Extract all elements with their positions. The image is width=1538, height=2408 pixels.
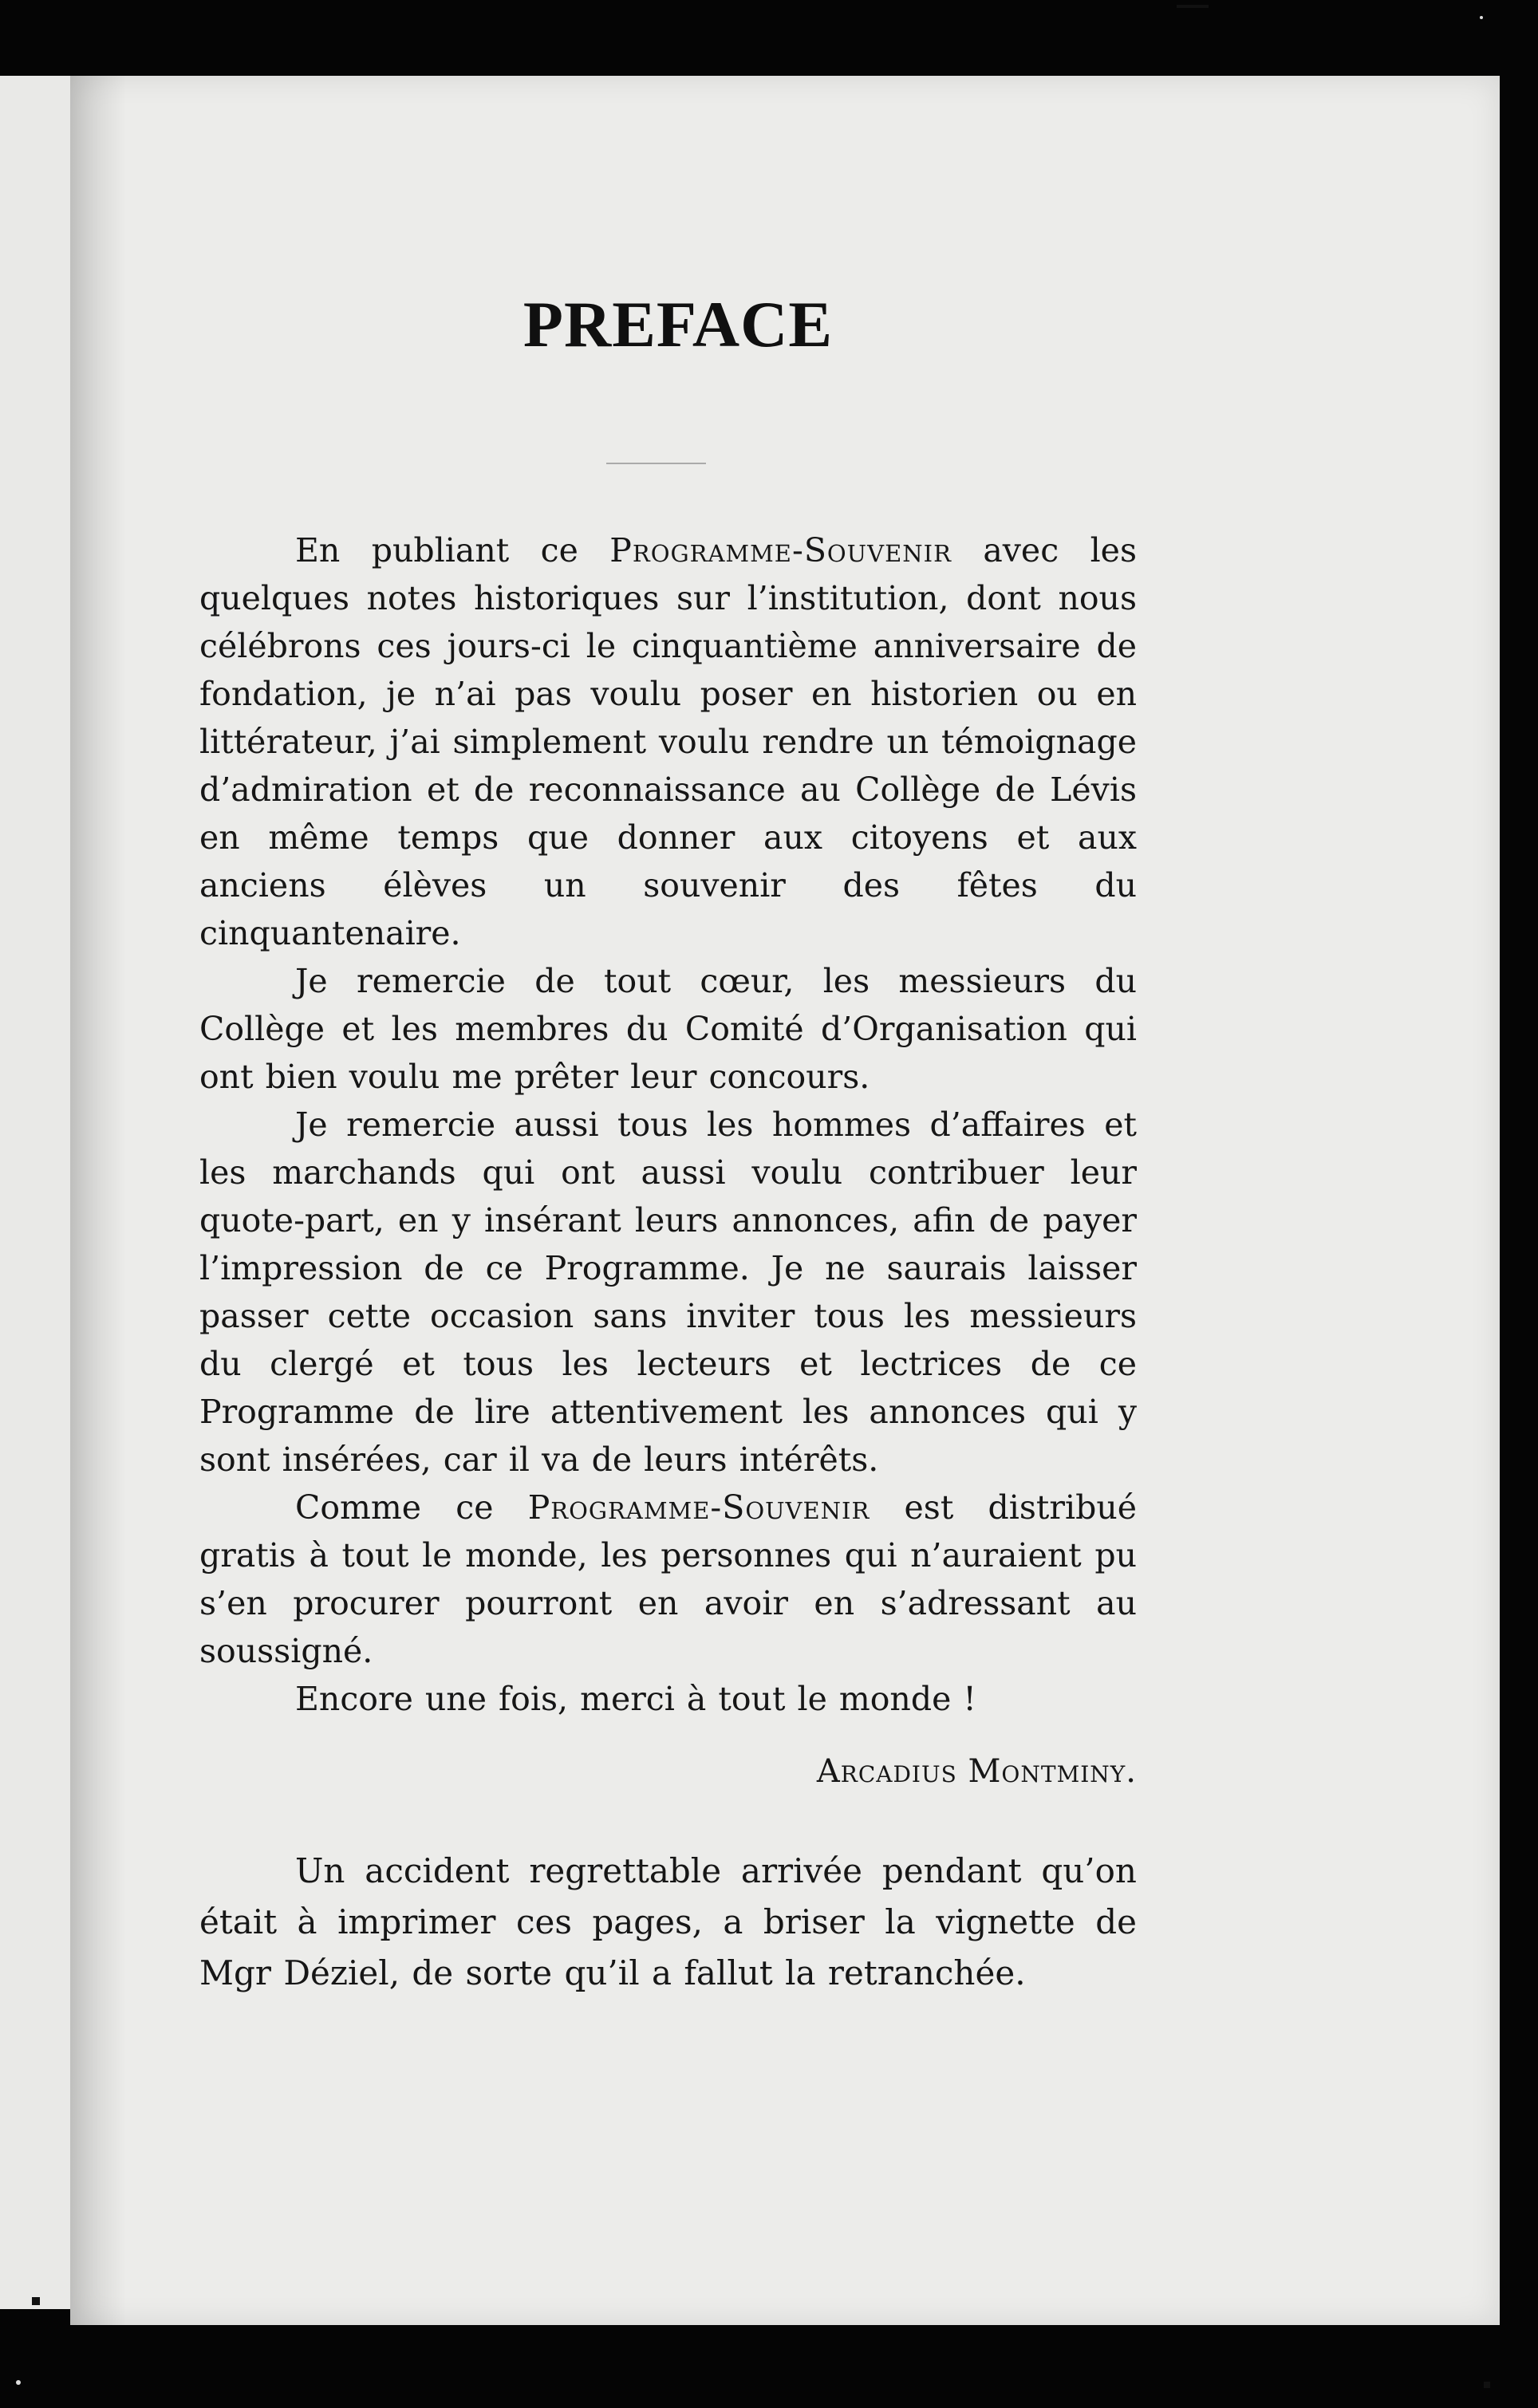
paragraph-text: est distribué gratis à tout le monde, les personnes qui n’auraient pu s’en procurer pourront en avoir en s’adressant au soussigné. xyxy=(199,1488,1137,1670)
paragraph-closing: Encore une fois, merci à tout le monde ! xyxy=(295,1680,976,1718)
scan-dust xyxy=(16,2380,21,2385)
scan-mark xyxy=(1484,2382,1490,2388)
preface-body xyxy=(199,526,1137,1999)
paragraph-distribution xyxy=(199,1484,1137,1675)
page-title: PREFACE xyxy=(523,288,834,361)
program-title: Programme-Souvenir xyxy=(609,531,952,569)
scan-mark xyxy=(32,2297,40,2305)
page-fold-shadow xyxy=(70,76,126,2325)
page-content xyxy=(199,287,1137,2058)
scan-dust xyxy=(1480,16,1483,19)
printing-accident-note: Un accident regrettable arrivée pendant qu’on était à imprimer ces pages, a briser la vignette de Mgr Déziel, de sorte qu’il a fallut la retranchée. xyxy=(199,1851,1137,1992)
paragraph-text: En publiant ce xyxy=(295,531,610,569)
paragraph-text: Comme ce xyxy=(295,1488,528,1527)
paragraph-thanks-merchants: Je remercie aussi tous les hommes d’affaires et les marchands qui ont aussi voulu contribuer leur quote-part, en y insérant leurs annonces, afin de payer l’impression de ce Programme. Je ne saurais laisser passer cette occasion sans inviter tous les messieurs du clergé et tous les lecteurs et lectrices de ce Programme de lire attentivement les annonces qui y sont insérées, car il va de leurs intérêts. xyxy=(199,1105,1137,1479)
paragraph-thanks-college: Je remercie de tout cœur, les messieurs du Collège et les membres du Comité d’Organisation qui ont bien voulu me prêter leur concours. xyxy=(199,962,1137,1096)
paragraph-publication xyxy=(199,526,1137,957)
program-title: Programme-Souvenir xyxy=(527,1488,870,1527)
scan-mark xyxy=(1177,5,1209,8)
author-signature: Arcadius Montminy. xyxy=(816,1753,1137,1790)
paragraph-text: avec les quelques notes historiques sur l’institution, dont nous célébrons ces jours-ci le cinquantième anniversaire de fondation, je n’ai pas voulu poser en historien ou en littérateur, j’ai simplement voulu rendre un témoignage d’admiration et de reconnaissance au Collège de Lévis en même temps que donner aux citoyens et aux anciens élèves un souvenir des fêtes du cinquantenaire. xyxy=(199,531,1137,952)
title-divider xyxy=(606,463,706,464)
